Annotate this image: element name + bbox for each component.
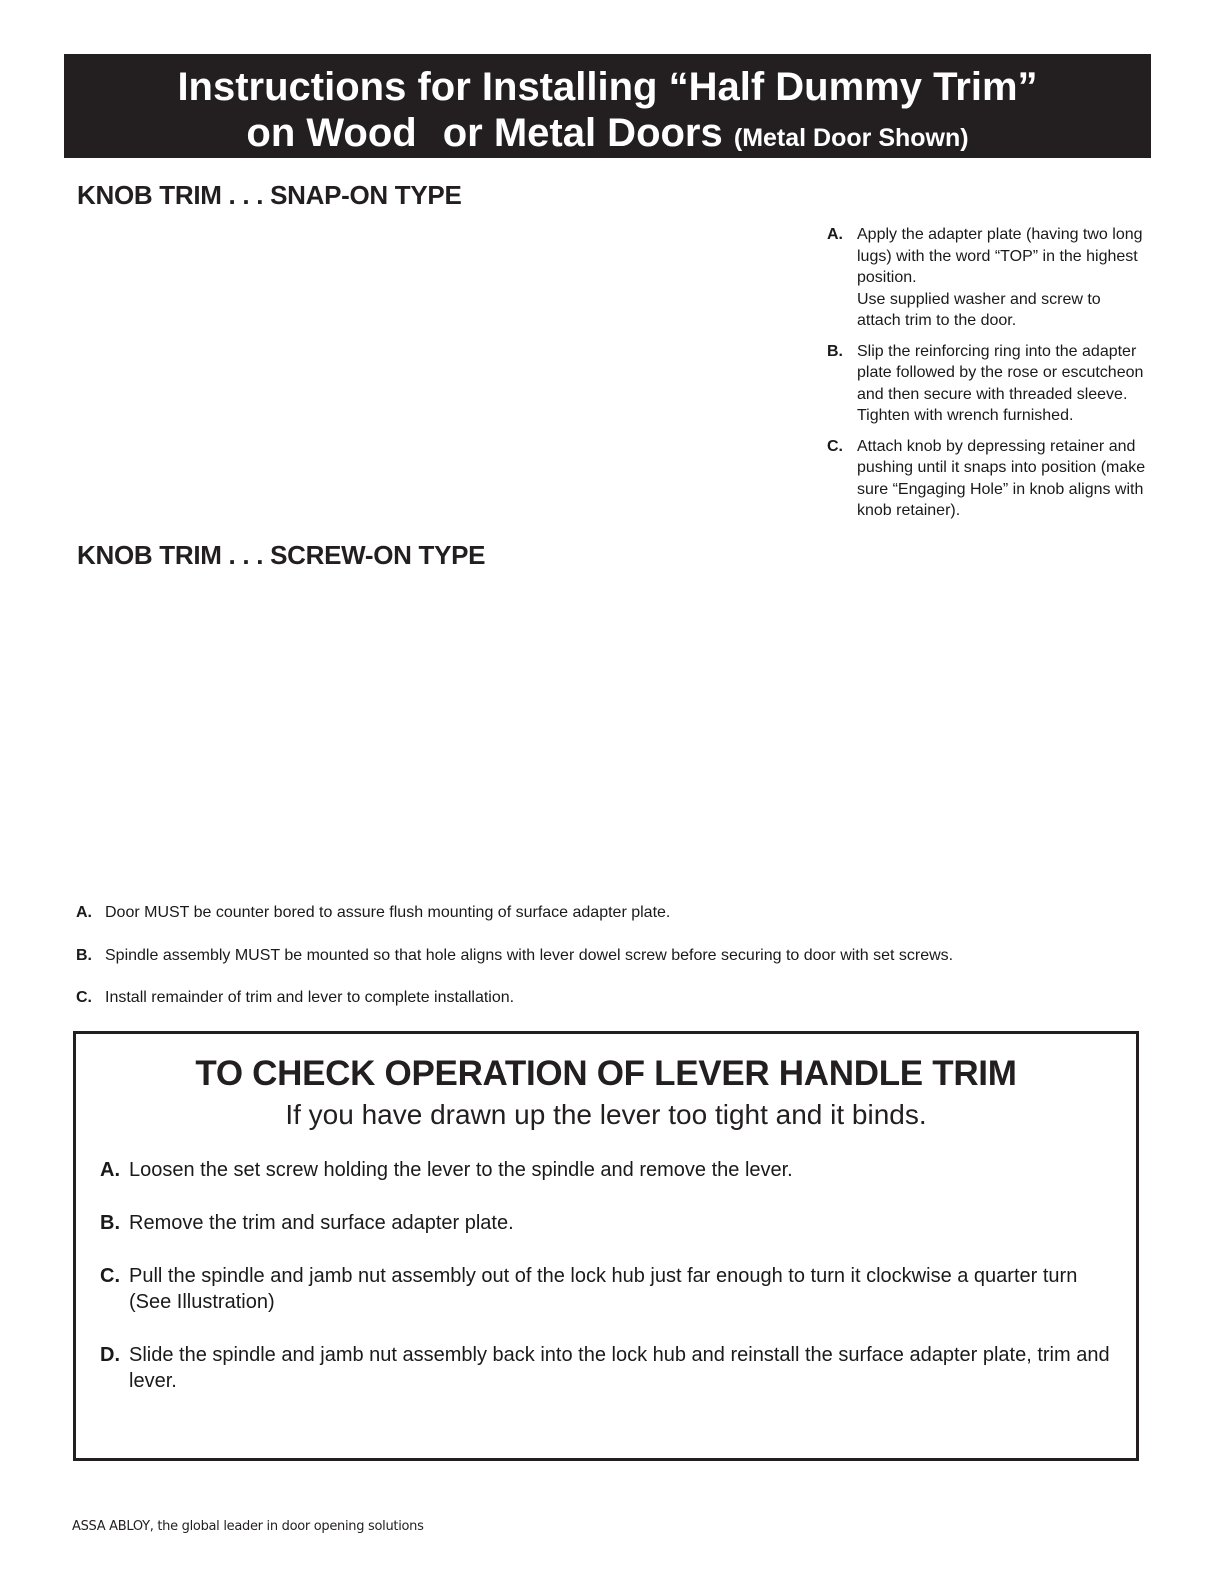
snap-on-step-c: [827, 436, 1147, 522]
screw-on-step-b: [76, 946, 1156, 966]
step-letter: A.: [100, 1159, 120, 1181]
snap-on-steps: [827, 224, 1147, 531]
step-text: Slide the spindle and jamb nut assembly back into the lock hub and reinstall the surface adapter plate, trim and lever.: [129, 1344, 1110, 1392]
check-step-b: [100, 1210, 1110, 1236]
step-text: Loosen the set screw holding the lever to the spindle and remove the lever.: [129, 1159, 793, 1181]
step-text: Install remainder of trim and lever to complete installation.: [105, 989, 515, 1006]
check-operation-title: TO CHECK OPERATION OF LEVER HANDLE TRIM: [195, 1054, 1017, 1093]
step-letter: B.: [100, 1212, 120, 1234]
step-text: Attach knob by depressing retainer and pushing until it snaps into position (make sure “Engaging Hole” in knob aligns with knob retainer).: [857, 437, 1146, 519]
screw-on-heading: KNOB TRIM . . . SCREW-ON TYPE: [77, 540, 486, 570]
snap-on-heading: KNOB TRIM . . . SNAP-ON TYPE: [77, 180, 462, 210]
title-subtitle: (Metal Door Shown): [733, 124, 969, 152]
step-letter: B.: [827, 342, 843, 360]
step-text: Pull the spindle and jamb nut assembly out of the lock hub just far enough to turn it clockwise a quarter turn (See Illustration): [129, 1265, 1078, 1313]
step-text: Apply the adapter plate (having two long lugs) with the word “TOP” in the highest position.: [857, 226, 1143, 286]
screw-on-steps: [76, 903, 1156, 1031]
footer-tagline: ASSA ABLOY, the global leader in door opening solutions: [72, 1519, 424, 1534]
step-letter: A.: [827, 226, 843, 243]
step-letter: D.: [100, 1344, 120, 1366]
step-text: Slip the reinforcing ring into the adapter plate followed by the rose or escutcheon and then secure with threaded sleeve. Tighten with wrench furnished.: [857, 342, 1144, 424]
check-step-a: [100, 1157, 1110, 1183]
title-line-1: Instructions for Installing “Half Dummy Trim”: [177, 65, 1038, 109]
step-text: Door MUST be counter bored to assure flush mounting of surface adapter plate.: [105, 904, 671, 921]
step-letter: C.: [76, 989, 92, 1006]
screw-on-step-a: [76, 903, 1156, 923]
check-operation-subtitle: If you have drawn up the lever too tight and it binds.: [285, 1099, 927, 1130]
snap-on-step-b: [827, 341, 1147, 427]
check-step-c: [100, 1263, 1110, 1315]
check-operation-steps: [100, 1157, 1110, 1421]
check-step-d: [100, 1342, 1110, 1394]
step-letter: A.: [76, 904, 92, 921]
screw-on-step-c: [76, 988, 1156, 1008]
title-line-2: [64, 110, 1151, 161]
title-banner: [64, 54, 1151, 158]
check-operation-box: [73, 1031, 1139, 1461]
step-text-2: Use supplied washer and screw to attach trim to the door.: [857, 290, 1101, 329]
step-letter: C.: [100, 1265, 120, 1287]
step-text: Spindle assembly MUST be mounted so that hole aligns with lever dowel screw before securing to door with set screws.: [105, 946, 954, 964]
step-letter: C.: [827, 437, 843, 455]
snap-on-step-a: [827, 224, 1147, 332]
step-text: Remove the trim and surface adapter plate.: [129, 1212, 514, 1234]
title-line-2-part-2: or Metal Doors: [442, 111, 723, 155]
step-letter: B.: [76, 946, 92, 964]
title-line-2-part-1: on Wood: [246, 111, 417, 155]
